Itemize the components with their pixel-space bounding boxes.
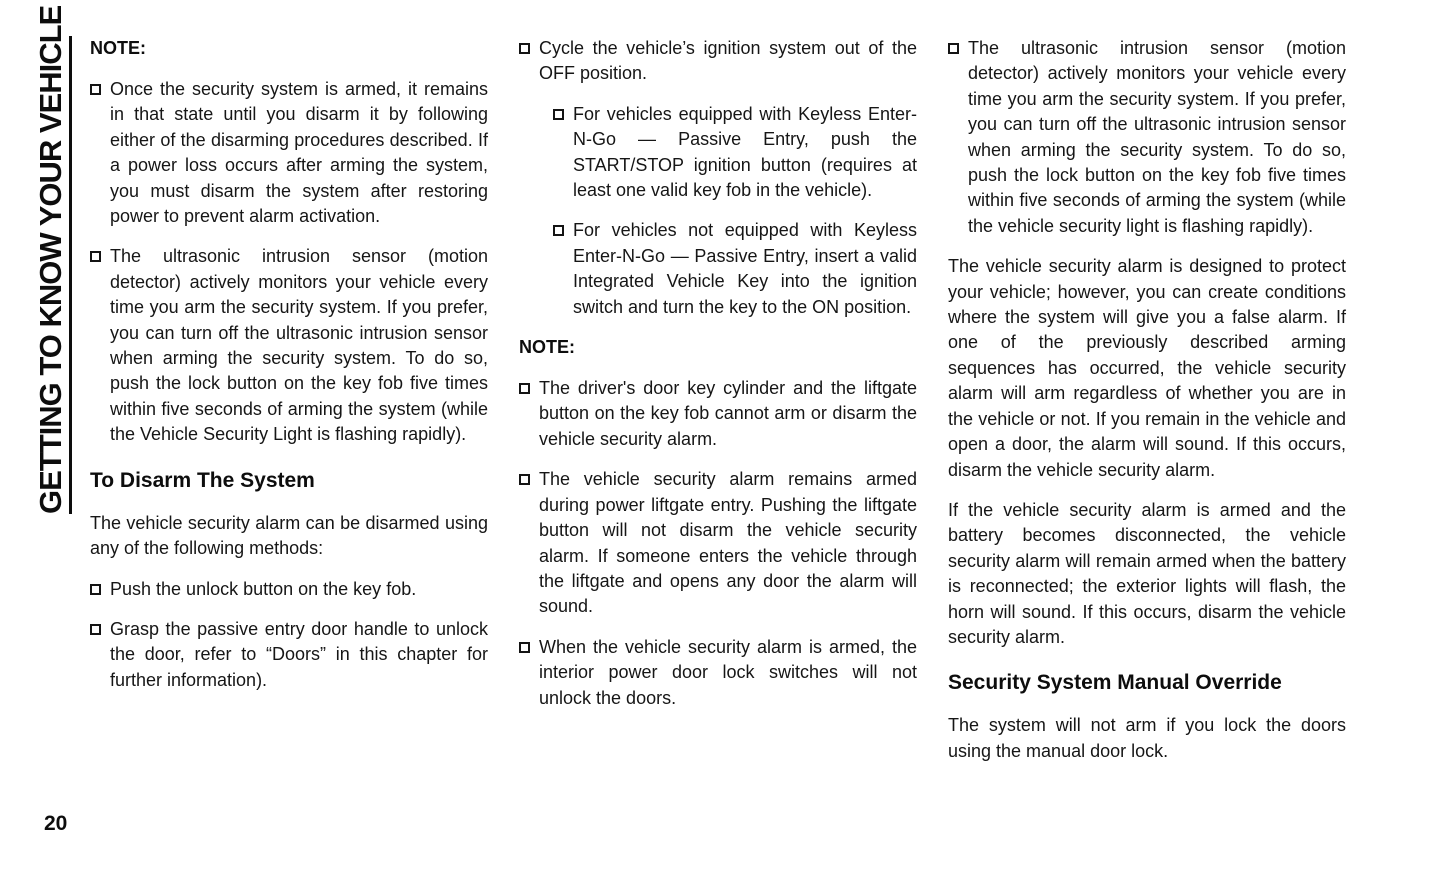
square-bullet-icon — [553, 109, 564, 120]
bullet-item — [519, 467, 917, 619]
square-bullet-icon — [948, 43, 959, 54]
bullet-text: Push the unlock button on the key fob. — [110, 578, 417, 599]
paragraph: If the vehicle security alarm is armed and the battery becomes disconnected, the vehicle security alarm will remain armed when the battery is reconnected; the exterior lights will flash, the horn will sound. If this occurs, disarm the vehicle security alarm. — [948, 499, 1346, 647]
bullet-text: For vehicles equipped with Keyless Enter-N-Go — Passive Entry, push the START/STOP ignition button (requires at least one valid key fob in the vehicle). — [573, 103, 917, 201]
sub-bullet-item — [553, 218, 917, 320]
sub-bullet-item — [553, 102, 917, 204]
bullet-item — [519, 635, 917, 711]
bullet-text: The driver's door key cylinder and the liftgate button on the key fob cannot arm or disarm the vehicle security alarm. — [539, 378, 917, 449]
bullet-text: The ultrasonic intrusion sensor (motion detector) actively monitors your vehicle every time you arm the security system. If you prefer, you can turn off the ultrasonic intrusion sensor when arming the security system. To do so, push the lock button on the key fob five times within five seconds of arming the system (while the vehicle security light is flashing rapidly). — [968, 38, 1346, 236]
note-heading: NOTE: — [519, 337, 575, 358]
square-bullet-icon — [519, 642, 530, 653]
square-bullet-icon — [90, 624, 101, 635]
bullet-item — [90, 617, 488, 693]
bullet-text: Grasp the passive entry door handle to unlock the door, refer to “Doors” in this chapter for further information). — [110, 618, 488, 690]
paragraph: The system will not arm if you lock the doors using the manual door lock. — [948, 715, 1346, 761]
square-bullet-icon — [519, 43, 530, 54]
bullet-item — [90, 577, 488, 602]
square-bullet-icon — [519, 474, 530, 485]
bullet-item — [519, 376, 917, 452]
bullet-item — [90, 244, 488, 447]
column-1 — [90, 36, 488, 779]
column-3 — [948, 36, 1346, 779]
square-bullet-icon — [519, 383, 530, 394]
text-columns — [90, 36, 1346, 779]
bullet-text: When the vehicle security alarm is armed, the interior power door lock switches will not unlock the doors. — [539, 636, 917, 708]
square-bullet-icon — [90, 584, 101, 595]
paragraph: The vehicle security alarm is designed to protect your vehicle; however, you can create conditions where the system will give you a false alarm. If one of the previously described arming sequences has occurred, the vehicle security alarm will arm regardless of whether you are in the vehicle or not. If you remain in the vehicle and open a door, the alarm will sound. If this occurs, disarm the vehicle security alarm. — [948, 256, 1346, 480]
section-heading: Security System Manual Override — [948, 671, 1282, 695]
bullet-item — [948, 36, 1346, 239]
note-heading: NOTE: — [90, 38, 146, 58]
paragraph: The vehicle security alarm can be disarmed using any of the following methods: — [90, 512, 488, 559]
square-bullet-icon — [553, 225, 564, 236]
square-bullet-icon — [90, 251, 101, 262]
bullet-item — [90, 77, 488, 229]
section-heading: To Disarm The System — [90, 468, 315, 492]
bullet-text: For vehicles not equipped with Keyless Enter-N-Go — Passive Entry, insert a valid Integrated Vehicle Key into the ignition switch and turn the key to the ON position. — [573, 220, 917, 317]
bullet-text: The ultrasonic intrusion sensor (motion detector) actively monitors your vehicle every time you arm the security system. If you prefer, you can turn off the ultrasonic intrusion sensor when arming the security system. To do so, push the lock button on the key fob five times within five seconds of arming the system (while the Vehicle Security Light is flashing rapidly). — [110, 246, 488, 445]
bullet-text: Once the security system is armed, it remains in that state until you disarm it by following either of the disarming procedures described. If a power loss occurs after arming the system, you must disarm the system after restoring power to prevent alarm activation. — [110, 79, 488, 227]
bullet-text: Cycle the vehicle’s ignition system out of the OFF position. — [539, 38, 917, 84]
chapter-sidebar-title: GETTING TO KNOW YOUR VEHICLE — [34, 36, 72, 514]
page-number: 20 — [44, 812, 68, 835]
bullet-item — [519, 36, 917, 87]
bullet-text: The vehicle security alarm remains armed during power liftgate entry. Pushing the liftgate button will not disarm the vehicle security alarm. If someone enters the vehicle through the liftgate and opens any door the alarm will sound. — [539, 469, 917, 617]
square-bullet-icon — [90, 84, 101, 95]
column-2 — [519, 36, 917, 779]
